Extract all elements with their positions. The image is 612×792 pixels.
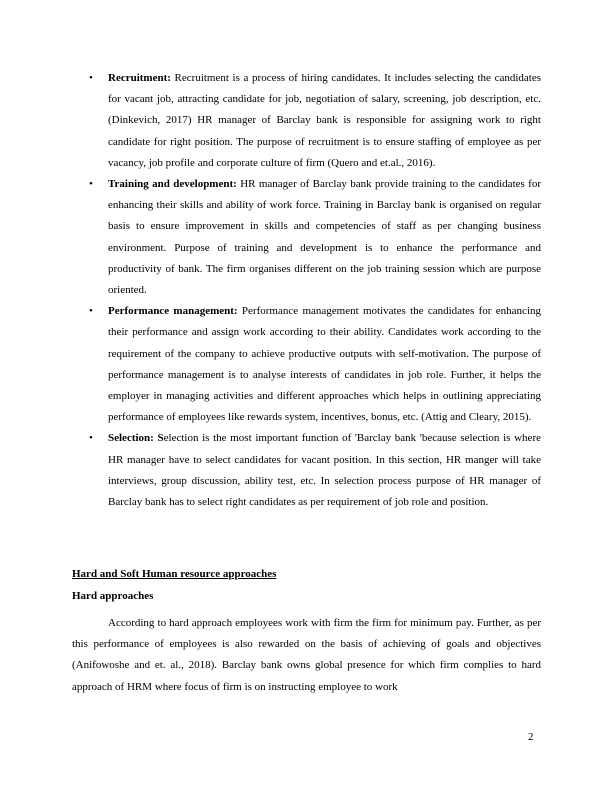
bullet-title: Selection: S bbox=[108, 432, 164, 445]
page-number: 2 bbox=[528, 731, 534, 743]
bullet-title: Recruitment: bbox=[108, 72, 171, 84]
bullet-selection bbox=[89, 428, 541, 513]
hr-functions-bullet-list bbox=[89, 68, 541, 513]
bullet-performance-management bbox=[89, 301, 541, 428]
section-heading: Hard and Soft Human resource approaches bbox=[72, 568, 277, 580]
body-paragraph: According to hard approach employees work with firm the firm for minimum pay. Further, as per this performance of employees is also rewarded on the basis of achieving of goals and objectives (Anifowoshe and et. al., 2018). Barclay bank owns global presence for which firm complies to hard approach of HRM where focus of firm is on instructing employee to work bbox=[72, 617, 541, 693]
bullet-text: HR manager of Barclay bank provide training to the candidates for enhancing their skills and ability of work force. Training in Barclay bank is organised on regular basis to ensure improvement in skills and competencies of staff as per changing business environment. Purpose of training and development is to enhance the performance and productivity of bank. The firm organises different on the job training session which are purpose oriented. bbox=[108, 178, 541, 297]
bullet-recruitment bbox=[89, 68, 541, 174]
bullet-training-development bbox=[89, 174, 541, 301]
bullet-text: election is the most important function of 'Barclay bank 'because selection is where HR manager have to select candidates for vacant position. In this section, HR manger will take interviews, group discussion, ability test, etc. In selection process purpose of HR manager of Barclay bank has to select right candidates as per requirement of job role and position. bbox=[108, 432, 541, 509]
bullet-text: Performance management motivates the candidates for enhancing their performance and assign work according to their ability. Candidates work according to the requirement of the company to achieve productive outputs with self-motivation. The purpose of performance management is to analyse interests of candidates in job role. Further, it helps the employer in managing activities and different approaches which helps in outlining appreciating performance of employees like rewards system, incentives, bonus, etc. (Attig and Cleary, 2015). bbox=[108, 305, 541, 424]
bullet-text: Recruitment is a process of hiring candidates. It includes selecting the candidates for vacant job, attracting candidate for job, negotiation of salary, screening, job description, etc. (Dinkevich, 2017) HR manager of Barclay bank is responsible for assigning work to right candidate for right position. The purpose of recruitment is to ensure staffing of employee as per vacancy, job profile and corporate culture of firm (Quero and et.al., 2016). bbox=[108, 72, 541, 169]
bullet-title: Performance management: bbox=[108, 305, 238, 318]
bullet-title: Training and development: bbox=[108, 178, 237, 191]
sub-heading: Hard approaches bbox=[72, 590, 154, 602]
